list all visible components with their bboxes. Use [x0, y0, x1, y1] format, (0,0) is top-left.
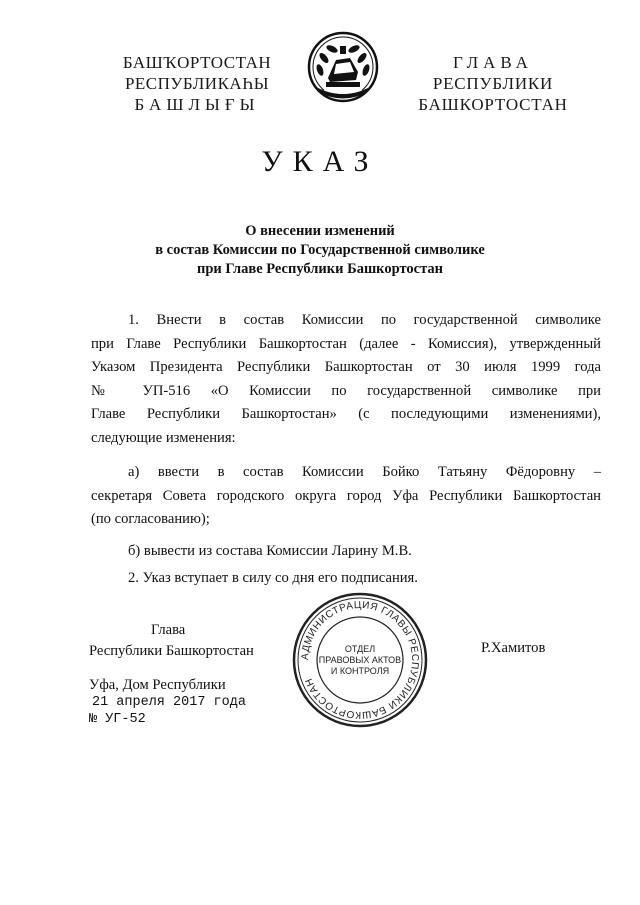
- header-left-line-1: БАШҠОРТОСТАН: [122, 53, 272, 72]
- header-right-line-2: РЕСПУБЛИКИ: [432, 74, 554, 93]
- document-meta: [89, 677, 246, 728]
- stamp-inner-line: И КОНТРОЛЯ: [330, 666, 390, 676]
- header-left-line-2: РЕСПУБЛИКАҺЫ: [124, 74, 270, 93]
- paragraph-line: а) ввести в состав Комиссии Бойко Татьяну Фёдоровну –: [128, 464, 601, 480]
- title-line: в состав Комиссии по Государственной символике: [155, 242, 485, 258]
- document-title: [100, 222, 540, 279]
- signatory-title: [89, 620, 269, 662]
- signatory-title-line-1: Глава: [151, 622, 186, 638]
- paragraph-line: № УП-516 «О Комиссии по государственной символике при: [91, 382, 601, 399]
- stamp-inner-line: ПРАВОВЫХ АКТОВ: [318, 655, 402, 665]
- paragraph-1: [91, 309, 601, 450]
- paragraph-line: Указом Президента Республики Башкортостан от 30 июля 1999 года: [91, 359, 601, 375]
- paragraph-line: секретаря Совета городского округа город Уфа Республики Башкортостан: [91, 487, 601, 504]
- paragraph-4: 2. Указ вступает в силу со дня его подписания.: [128, 570, 418, 586]
- header-right-line-3: БАШКОРТОСТАН: [418, 95, 568, 114]
- signatory-title-line-2: Республики Башкортостан: [89, 643, 254, 659]
- paragraph-3: б) вывести из состава Комиссии Ларину М.В.: [128, 543, 412, 559]
- bashkortostan-coat-of-arms-icon: [306, 30, 380, 104]
- official-stamp: [290, 590, 430, 730]
- title-line: О внесении изменений: [245, 223, 395, 239]
- signatory-name: Р.Хамитов: [481, 640, 546, 656]
- paragraph-line: при Главе Республики Башкортостан (далее - Комиссия), утвержденный: [91, 335, 601, 352]
- stamp-inner-line: ОТДЕЛ: [344, 644, 376, 654]
- header-right-block: [398, 52, 588, 115]
- paragraph-line: (по согласованию);: [91, 511, 210, 527]
- paragraph-line: Главе Республики Башкортостан» (с последующими изменениями),: [91, 406, 601, 422]
- paragraph-line: следующие изменения:: [91, 429, 236, 446]
- issue-place: Уфа, Дом Республики: [89, 677, 226, 693]
- document-number: № УГ-52: [89, 712, 146, 727]
- header-left-line-3: БАШЛЫҒЫ: [134, 95, 260, 114]
- issue-date: 21 апреля 2017 года: [92, 695, 246, 710]
- paragraph-line: 1. Внести в состав Комиссии по государственной символике: [128, 312, 601, 328]
- stamp-outer-text: АДМИНИСТРАЦИЯ ГЛАВЫ РЕСПУБЛИКИ БАШКОРТОСТАН: [299, 599, 421, 721]
- document-type: УКАЗ: [261, 145, 379, 178]
- title-line: при Главе Республики Башкортостан: [197, 261, 443, 277]
- header-left-block: [102, 52, 292, 115]
- header-right-line-1: ГЛАВА: [453, 53, 533, 72]
- paragraph-2: [91, 461, 601, 532]
